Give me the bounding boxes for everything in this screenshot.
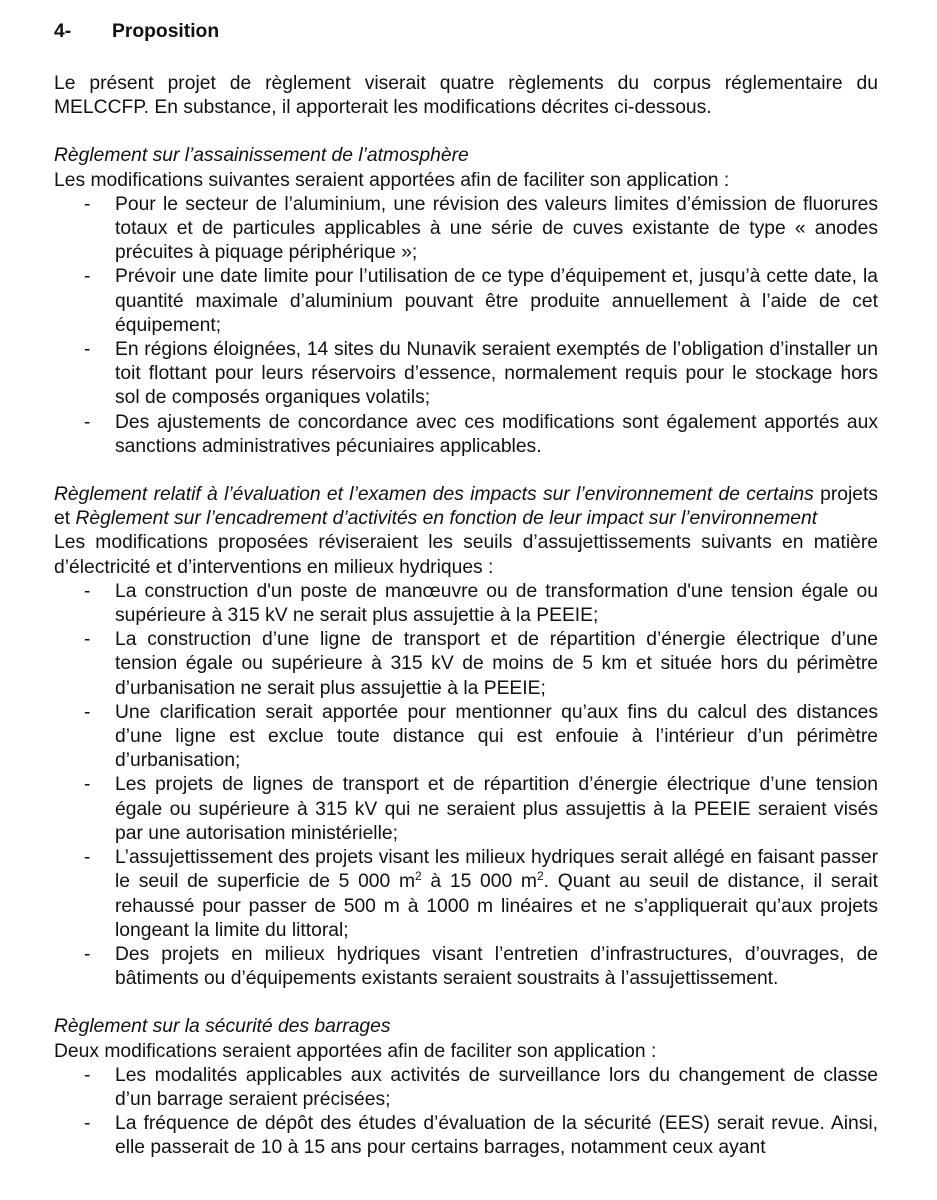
dam-safety-list [54, 1064, 878, 1161]
list-item-text: Une clarification serait apportée pour mentionner qu’aux fins du calcul des distances d’une ligne est exclue toute distance qui est enfouie à l’intérieur d’un périmètre d’urbanisation; [115, 701, 878, 772]
list-item-text: La construction d'un poste de manœuvre ou de transformation d'une tension égale ou supérieure à 315 kV ne serait plus assujettie à la PEEIE; [115, 580, 878, 627]
list-item [54, 1064, 878, 1112]
environment-lead: Les modifications proposées réviseraient les seuils d’assujettissements suivants en matière d’électricité et d’interventions en milieux hydriques : [54, 532, 878, 578]
section-atmosphere [54, 144, 878, 459]
list-item-text: La fréquence de dépôt des études d’évaluation de la sécurité (EES) serait revue. Ainsi, elle passerait de 10 à 15 ans pour certains barrages, notamment ceux ayant [115, 1113, 878, 1159]
bullet-dash: - [84, 774, 91, 796]
list-item-text: La construction d’une ligne de transport et de répartition d’énergie électrique d’une tension égale ou supérieure à 315 kV de moins de 5 km et située hors du périmètre d’urbanisation ne serait plus assujettie à la PEEIE; [115, 629, 878, 699]
atmosphere-title: Règlement sur l’assainissement de l’atmosphère [54, 145, 469, 167]
list-item-text-part3: . Quant au seuil de distance, il serait rehaussé pour passer de 500 m à 1000 m linéaires et ne s’appliquerait qu’aux projets longeant la limite du littoral; [115, 871, 878, 941]
environment-title-and: et [54, 508, 76, 530]
list-item [54, 580, 878, 628]
environment-title-part-b: projets [820, 484, 878, 506]
list-item-text: Des ajustements de concordance avec ces modifications sont également apportés aux sanctions administratives pécuniaires applicables. [115, 411, 878, 457]
bullet-dash: - [84, 1113, 91, 1135]
list-item-text: Les projets de lignes de transport et de répartition d’énergie électrique d’une tension égale ou supérieure à 315 kV qui ne seraient plus assujettis à la PEEIE seraient visés par une autorisation ministérielle; [115, 774, 878, 844]
environment-list [54, 580, 878, 991]
section-title-proposition: Proposition [112, 21, 220, 42]
list-item [54, 628, 878, 701]
section-environment-impacts [54, 483, 878, 991]
superscript-2: 2 [415, 869, 422, 884]
list-item-text: En régions éloignées, 14 sites du Nunavik seraient exemptés de l’obligation d’installer un toit flottant pour leurs réservoirs d’essence, normalement requis pour le stockage hors sol de composés organiques volatils; [115, 339, 878, 409]
bullet-dash: - [84, 943, 91, 965]
atmosphere-lead: Les modifications suivantes seraient apportées afin de faciliter son application : [54, 169, 730, 191]
bullet-dash: - [84, 847, 91, 869]
list-item [54, 193, 878, 266]
list-item-text-part2: à 15 000 m [421, 871, 537, 893]
list-item-text: Prévoir une date limite pour l’utilisation de ce type d’équipement et, jusqu’à cette date, la quantité maximale d’aluminium pouvant être produite annuellement à l’aide de cet équipement; [115, 266, 878, 336]
list-item [54, 943, 878, 991]
bullet-dash: - [84, 339, 91, 361]
list-item-text: Les modalités applicables aux activités de surveillance lors du changement de classe d’un barrage seraient précisées; [115, 1064, 878, 1110]
list-item-text: Pour le secteur de l’aluminium, une révision des valeurs limites d’émission de fluorures totaux et de particules applicables à une série de cuves existante de type « anodes précuites à piquage périphérique »; [115, 193, 878, 264]
list-item [54, 773, 878, 846]
list-item [54, 411, 878, 459]
environment-title [54, 483, 878, 531]
bullet-dash: - [84, 580, 91, 602]
list-item [54, 701, 878, 774]
section-number: 4- [54, 21, 72, 42]
dam-safety-title: Règlement sur la sécurité des barrages [54, 1016, 391, 1038]
superscript-2: 2 [536, 869, 544, 884]
list-item [54, 846, 878, 943]
dam-safety-lead: Deux modifications seraient apportées afin de faciliter son application : [54, 1040, 657, 1062]
bullet-dash: - [84, 193, 91, 215]
section-dam-safety [54, 1015, 878, 1160]
atmosphere-list [54, 193, 878, 459]
intro-paragraph: Le présent projet de règlement viserait quatre règlements du corpus réglementaire du MELCCFP. En substance, il apporterait les modifications décrites ci-dessous. [54, 73, 878, 119]
list-item-text: Des projets en milieux hydriques visant l’entretien d’infrastructures, d’ouvrages, de bâtiments ou d’équipements existants seraient soustraits à l’assujettissement. [115, 943, 878, 990]
bullet-dash: - [84, 411, 91, 433]
bullet-dash: - [84, 266, 91, 288]
list-item [54, 338, 878, 411]
bullet-dash: - [84, 629, 91, 651]
environment-title-part-c: Règlement sur l’encadrement d’activités en fonction de leur impact sur l’environnement [75, 508, 818, 530]
document-content [54, 20, 878, 1161]
environment-title-part-a: Règlement relatif à l’évaluation et l’examen des impacts sur l’environnement de certains [54, 484, 814, 506]
list-item [54, 265, 878, 338]
bullet-dash: - [84, 1064, 91, 1086]
section-heading [54, 20, 878, 44]
list-item-text-part1: L’assujettissement des projets visant les milieux hydriques serait allégé en faisant passer le seuil de superficie de 5 000 m [115, 847, 878, 893]
list-item [54, 1112, 878, 1160]
bullet-dash: - [84, 701, 91, 723]
